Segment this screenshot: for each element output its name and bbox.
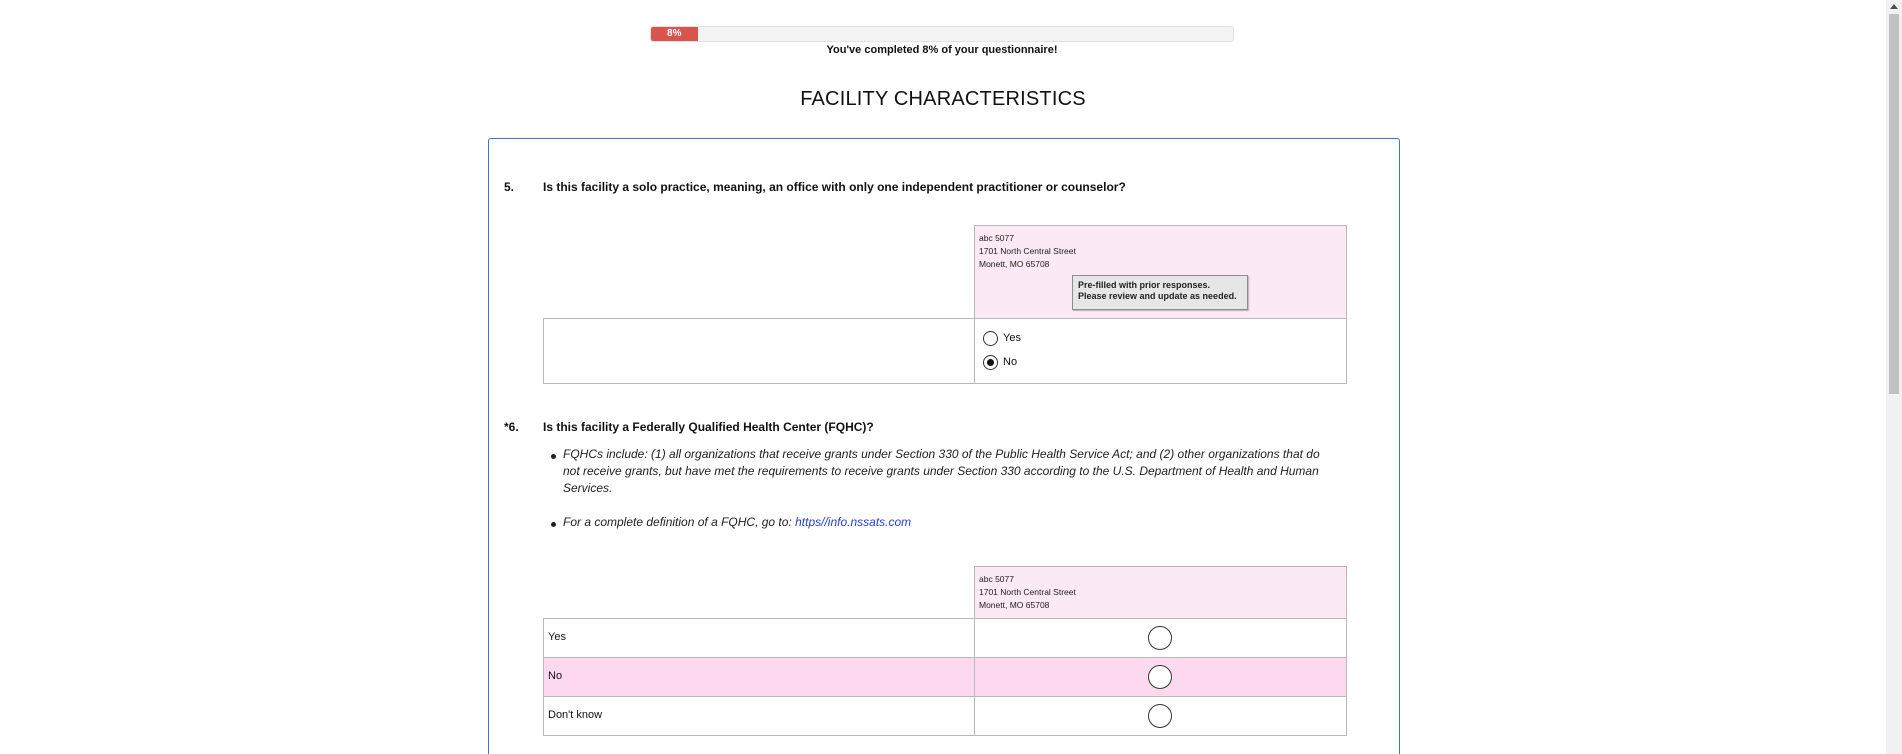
fqhc-definition-line1: FQHCs include: (1) all organizations that receive grants under Section 330 of the Public Health Service Act; and (2) other organizations that do <box>563 447 1320 461</box>
q5-no-label[interactable]: No <box>1003 356 1018 368</box>
q5-no-radio[interactable] <box>983 355 998 370</box>
fqhc-definition-bullet <box>563 446 1363 497</box>
facility-street: 1701 North Central Street <box>979 587 1076 597</box>
q6-yes-radio[interactable] <box>1148 626 1172 650</box>
question-6-text: Is this facility a Federally Qualified Health Center (FQHC)? <box>543 420 874 434</box>
q6-row-no-answer-cell[interactable] <box>974 657 1347 697</box>
q6-facility-address-header <box>974 566 1347 619</box>
prefill-notice-line1: Pre-filled with prior responses. <box>1078 280 1211 290</box>
q6-dontknow-label: Don't know <box>548 709 603 721</box>
progress-fill: 8% <box>651 27 698 41</box>
q6-row-no-label-cell <box>543 657 975 697</box>
q6-row-dontknow-label-cell <box>543 696 975 736</box>
progress-bar <box>650 26 1234 42</box>
scrollbar-thumb[interactable] <box>1889 14 1899 394</box>
fqhc-link-prefix: For a complete definition of a FQHC, go to: <box>563 515 796 529</box>
q5-label-cell <box>543 318 975 384</box>
q6-row-yes-answer-cell[interactable] <box>974 618 1347 658</box>
question-panel <box>488 138 1400 754</box>
bullet-dot <box>551 454 556 459</box>
q6-no-label: No <box>548 670 563 682</box>
scroll-up-arrow-icon[interactable] <box>1890 4 1898 9</box>
facility-name: abc 5077 <box>979 233 1014 243</box>
q6-dontknow-radio[interactable] <box>1148 704 1172 728</box>
question-6-number: *6. <box>504 420 519 434</box>
facility-city: Monett, MO 65708 <box>979 259 1050 269</box>
fqhc-definition-line2: not receive grants, but have met the requirements to receive grants under Section 330 according to the U.S. Department of Health and Human <box>563 464 1319 478</box>
question-5-text: Is this facility a solo practice, meaning, an office with only one independent practitioner or counselor? <box>543 180 1126 194</box>
facility-name: abc 5077 <box>979 574 1014 584</box>
q5-answer-cell <box>974 318 1347 384</box>
question-5-number: 5. <box>504 180 515 194</box>
q5-yes-radio[interactable] <box>983 331 998 346</box>
fqhc-link-bullet <box>563 514 911 531</box>
progress-caption: You've completed 8% of your questionnaire! <box>826 44 1058 56</box>
fqhc-definition-line3: Services. <box>563 481 613 495</box>
facility-street: 1701 North Central Street <box>979 246 1076 256</box>
bullet-dot <box>551 522 556 527</box>
prefill-notice-line2: Please review and update as needed. <box>1078 291 1237 301</box>
q6-yes-label: Yes <box>548 631 566 643</box>
q6-row-yes-label-cell <box>543 618 975 658</box>
section-title: FACILITY CHARACTERISTICS <box>800 88 1086 110</box>
facility-city: Monett, MO 65708 <box>979 600 1050 610</box>
prefill-notice <box>1072 275 1248 310</box>
vertical-scrollbar[interactable] <box>1886 0 1902 754</box>
q6-row-dontknow-answer-cell[interactable] <box>974 696 1347 736</box>
q5-yes-label[interactable]: Yes <box>1003 332 1021 344</box>
q6-no-radio[interactable] <box>1148 665 1172 689</box>
nssats-link[interactable]: https//info.nssats.com <box>795 515 912 529</box>
